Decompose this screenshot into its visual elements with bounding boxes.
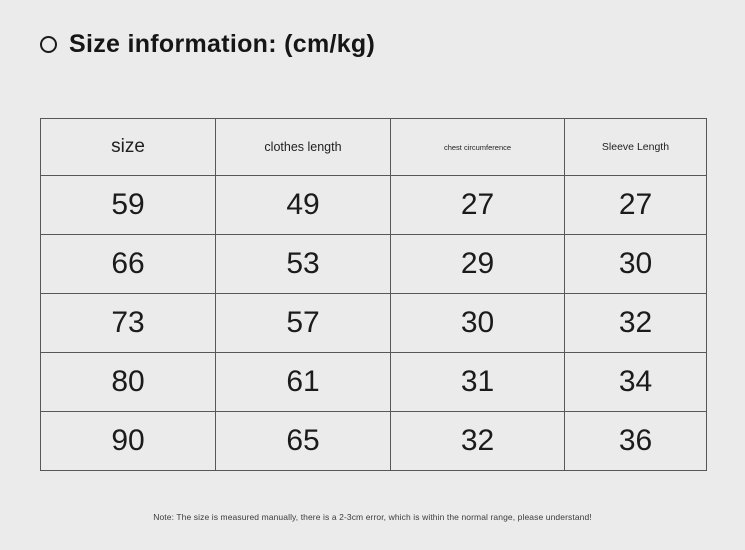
cell-clothes-length: 49 [216, 176, 391, 235]
cell-sleeve-length: 36 [565, 412, 707, 471]
table-row [41, 294, 707, 353]
table-row [41, 412, 707, 471]
measurement-note: Note: The size is measured manually, there is a 2-3cm error, which is within the normal range, please understand! [153, 512, 592, 522]
cell-chest-circumference: 32 [391, 412, 565, 471]
table-row [41, 176, 707, 235]
cell-sleeve-length: 32 [565, 294, 707, 353]
cell-size: 90 [41, 412, 216, 471]
cell-chest-circumference: 27 [391, 176, 565, 235]
cell-sleeve-length: 27 [565, 176, 707, 235]
column-header-size: size [41, 119, 216, 176]
cell-chest-circumference: 31 [391, 353, 565, 412]
column-header-chest-circumference: chest circumference [391, 119, 565, 176]
cell-clothes-length: 57 [216, 294, 391, 353]
cell-size: 59 [41, 176, 216, 235]
cell-clothes-length: 65 [216, 412, 391, 471]
cell-size: 73 [41, 294, 216, 353]
size-table [40, 118, 707, 471]
table-row [41, 353, 707, 412]
cell-sleeve-length: 30 [565, 235, 707, 294]
cell-chest-circumference: 30 [391, 294, 565, 353]
circle-outline-icon [40, 36, 57, 53]
table-header-row [41, 119, 707, 176]
cell-clothes-length: 61 [216, 353, 391, 412]
cell-size: 66 [41, 235, 216, 294]
page-title-text: Size information: (cm/kg) [69, 30, 376, 58]
column-header-sleeve-length: Sleeve Length [565, 119, 707, 176]
column-header-clothes-length: clothes length [216, 119, 391, 176]
cell-chest-circumference: 29 [391, 235, 565, 294]
cell-size: 80 [41, 353, 216, 412]
page-title [40, 30, 375, 59]
cell-clothes-length: 53 [216, 235, 391, 294]
cell-sleeve-length: 34 [565, 353, 707, 412]
table-row [41, 235, 707, 294]
